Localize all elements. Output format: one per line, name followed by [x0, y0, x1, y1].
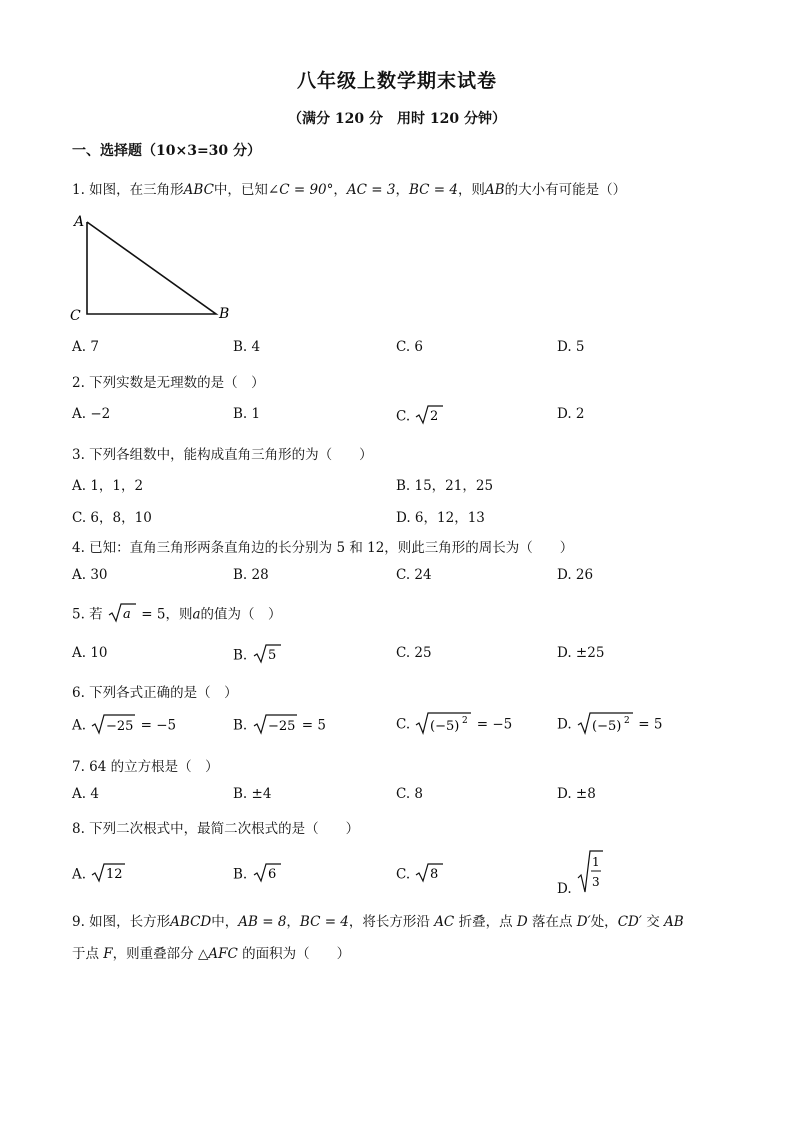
sqrt-neg25-b [252, 712, 298, 740]
svg-text:12: 12 [106, 867, 123, 882]
svg-text:(−5): (−5) [591, 719, 622, 734]
q2-option-a[interactable]: A. −2 [72, 406, 111, 422]
question-8-stem: 8. 下列二次根式中，最简二次根式的是（ ） [72, 821, 360, 837]
q3-option-c[interactable]: C. 6，8，10 [72, 510, 152, 526]
vertex-c-label: C [70, 308, 81, 324]
q2-option-d[interactable]: D. 2 [557, 406, 585, 422]
sqrt-one-third [576, 848, 604, 898]
svg-text:2: 2 [430, 409, 439, 424]
q6-option-a[interactable]: A. −25 = −5 [72, 712, 176, 740]
q8-option-a[interactable]: A. 12 [72, 862, 126, 888]
sqrt-6 [252, 862, 282, 888]
question-9-line1: 9. 如图，长方形ABCD中，AB = 8，BC = 4，将长方形沿 AC 折叠，点 D 落在点 D′处，CD′ 交 AB [72, 914, 684, 930]
q6-option-d[interactable]: D. (−5) 2 = 5 [557, 710, 662, 740]
q1-option-b[interactable]: B. 4 [233, 339, 261, 355]
question-4-stem: 4. 已知：直角三角形两条直角边的长分别为 5 和 12，则此三角形的周长为（ ） [72, 540, 574, 556]
svg-text:−25: −25 [106, 719, 134, 734]
question-2-stem: 2. 下列实数是无理数的是（ ） [72, 375, 265, 391]
section-heading: 一、选择题（10×3=30 分） [72, 143, 262, 159]
sqrt-8 [414, 862, 444, 888]
question-5-stem: 5. 若 a = 5，则a的值为（ ） [72, 602, 282, 628]
q3-option-b[interactable]: B. 15，21，25 [396, 478, 494, 494]
sqrt-2 [414, 404, 444, 430]
q1-option-a[interactable]: A. 7 [72, 339, 99, 355]
q6-option-c[interactable]: C. (−5) 2 = −5 [396, 710, 512, 740]
q8-option-b[interactable]: B. 6 [233, 862, 282, 888]
svg-text:1: 1 [591, 855, 600, 869]
svg-text:2: 2 [462, 716, 469, 726]
question-1-stem: 1. 如图，在三角形ABC中，已知∠C = 90°，AC = 3，BC = 4，则AB的大小有可能是（） [72, 182, 627, 198]
svg-text:a: a [122, 607, 131, 622]
q3-option-a[interactable]: A. 1，1，2 [72, 478, 144, 494]
page-title: 八年级上数学期末试卷 [296, 70, 497, 92]
question-9-line2: 于点 F，则重叠部分 △AFC 的面积为（ ） [72, 946, 351, 962]
triangle-figure [66, 208, 246, 328]
vertex-a-label: A [74, 214, 85, 230]
q4-option-c[interactable]: C. 24 [396, 567, 432, 583]
svg-text:5: 5 [267, 648, 276, 663]
sqrt-neg5-squared [414, 710, 472, 740]
q8-option-c[interactable]: C. 8 [396, 862, 444, 888]
q7-option-d[interactable]: D. ±8 [557, 786, 596, 802]
q8-option-d[interactable]: D. 1 3 [557, 848, 604, 898]
q4-option-a[interactable]: A. 30 [72, 567, 108, 583]
page-subtitle: （满分 120 分 用时 120 分钟） [288, 111, 506, 127]
q5-option-a[interactable]: A. 10 [72, 645, 108, 661]
q3-option-d[interactable]: D. 6，12，13 [396, 510, 485, 526]
svg-text:6: 6 [267, 867, 276, 882]
q6-option-b[interactable]: B. −25 = 5 [233, 712, 326, 740]
vertex-b-label: B [219, 306, 230, 322]
svg-text:(−5): (−5) [430, 719, 460, 734]
q5-option-d[interactable]: D. ±25 [557, 645, 605, 661]
sqrt-neg5-squared-d [576, 710, 634, 740]
q1-option-c[interactable]: C. 6 [396, 339, 424, 355]
q5-option-c[interactable]: C. 25 [396, 645, 432, 661]
q4-option-d[interactable]: D. 26 [557, 567, 594, 583]
q2-option-c[interactable]: C. 2 [396, 404, 444, 430]
q7-option-c[interactable]: C. 8 [396, 786, 424, 802]
svg-text:2: 2 [623, 716, 630, 726]
sqrt-a [107, 602, 137, 628]
sqrt-neg25 [90, 712, 136, 740]
question-3-stem: 3. 下列各组数中，能构成直角三角形的为（ ） [72, 447, 373, 463]
sqrt-12 [90, 862, 126, 888]
triangle-abc [87, 222, 216, 314]
q7-option-b[interactable]: B. ±4 [233, 786, 272, 802]
svg-text:−25: −25 [267, 719, 295, 734]
svg-text:3: 3 [591, 875, 600, 889]
sqrt-5 [252, 643, 282, 669]
q4-option-b[interactable]: B. 28 [233, 567, 269, 583]
question-6-stem: 6. 下列各式正确的是（ ） [72, 685, 238, 701]
q5-option-b[interactable]: B. 5 [233, 643, 282, 669]
q1-option-d[interactable]: D. 5 [557, 339, 585, 355]
q7-option-a[interactable]: A. 4 [72, 786, 99, 802]
q2-option-b[interactable]: B. 1 [233, 406, 261, 422]
question-7-stem: 7. 64 的立方根是（ ） [72, 759, 219, 775]
svg-text:8: 8 [430, 867, 439, 882]
